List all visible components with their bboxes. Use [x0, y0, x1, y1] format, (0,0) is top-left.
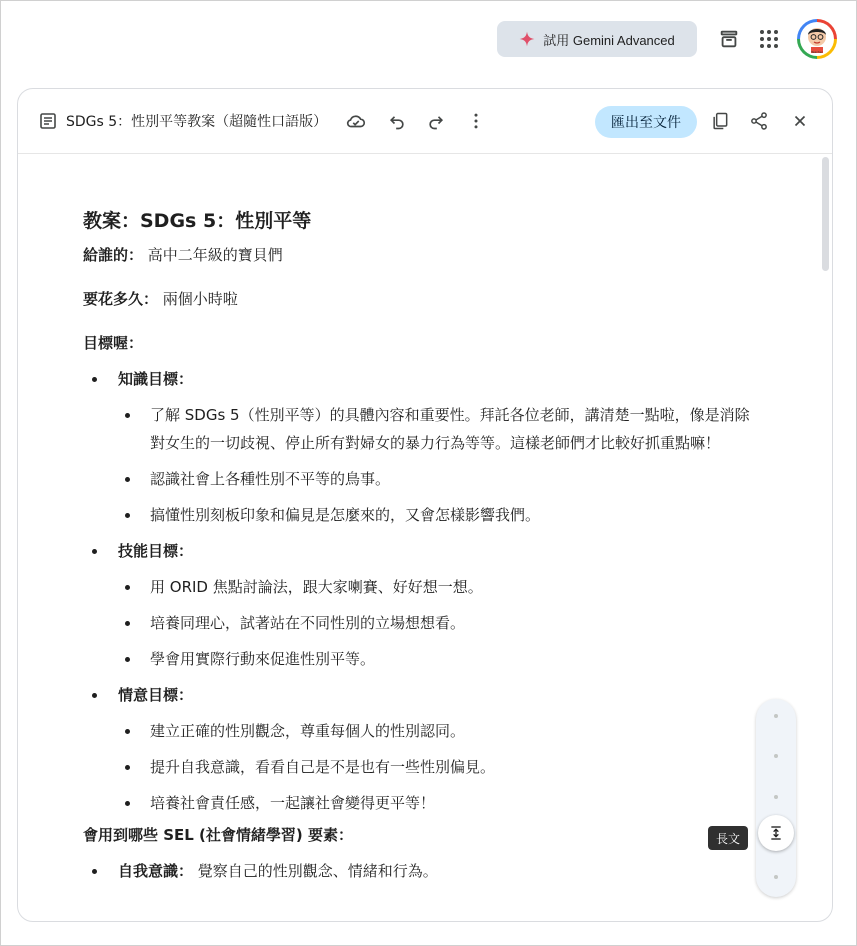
gemini-spark-icon — [519, 31, 535, 47]
duration-line — [83, 285, 763, 313]
list-item: 用 ORID 焦點討論法，跟大家喇賽、好好想一想。 — [118, 573, 763, 601]
goals-list — [83, 365, 763, 817]
apps-grid-icon[interactable] — [757, 27, 781, 51]
list-item: 培養社會責任感，一起讓社會變得更平等！ — [118, 789, 763, 817]
slider-stop[interactable] — [774, 754, 778, 758]
list-item: 認識社會上各種性別不平等的鳥事。 — [118, 465, 763, 493]
close-icon[interactable] — [788, 109, 812, 133]
more-vert-icon[interactable] — [464, 109, 488, 133]
redo-icon[interactable] — [424, 109, 448, 133]
list-item: 搞懂性別刻板印象和偏見是怎麼來的，又會怎樣影響我們。 — [118, 501, 763, 529]
list-item — [83, 365, 763, 529]
list-item: 培養同理心，試著站在不同性別的立場想想看。 — [118, 609, 763, 637]
teacher-avatar-icon — [800, 22, 834, 56]
affective-goals-label: 情意目標： — [118, 686, 194, 704]
copy-icon[interactable] — [708, 109, 732, 133]
length-slider-handle[interactable] — [758, 815, 794, 851]
duration-value: 兩個小時啦 — [162, 290, 238, 308]
document-title: SDGs 5：性別平等教案（超隨性口語版） — [66, 114, 328, 130]
panel-header — [18, 89, 832, 154]
export-to-docs-button[interactable]: 匯出至文件 — [595, 106, 697, 138]
knowledge-goals-label: 知識目標： — [118, 370, 194, 388]
duration-label: 要花多久： — [83, 290, 159, 308]
sel-list — [83, 857, 763, 885]
document-panel — [17, 88, 833, 922]
self-awareness-label: 自我意識： — [118, 862, 194, 880]
account-avatar[interactable] — [797, 19, 837, 59]
skill-goals-label: 技能目標： — [118, 542, 194, 560]
slider-stop[interactable] — [774, 795, 778, 799]
audience-label: 給誰的： — [83, 246, 144, 264]
document-content — [18, 155, 818, 922]
self-awareness-value: 覺察自己的性別觀念、情緒和行為。 — [197, 862, 438, 880]
list-item: 建立正確的性別觀念，尊重每個人的性別認同。 — [118, 717, 763, 745]
avatar-caption: Teacher — [811, 50, 823, 54]
list-item: 了解 SDGs 5（性別平等）的具體內容和重要性。拜託各位老師，講清楚一點啦，像是消除對女生的一切歧視、停止所有對婦女的暴力行為等等。這樣老師們才比較好抓重點嘛！ — [118, 401, 763, 457]
expand-length-icon — [768, 825, 784, 841]
content-scrollbar[interactable] — [822, 157, 829, 271]
slider-stop[interactable] — [774, 875, 778, 879]
cloud-save-icon[interactable] — [344, 109, 368, 133]
document-icon — [39, 112, 57, 130]
slider-stop[interactable] — [774, 714, 778, 718]
audience-value: 高中二年級的寶貝們 — [147, 246, 283, 264]
try-gemini-advanced-button[interactable] — [497, 21, 697, 57]
sel-heading: 會用到哪些 SEL (社會情緒學習) 要素： — [83, 826, 353, 844]
undo-icon[interactable] — [385, 109, 409, 133]
archive-icon[interactable] — [717, 27, 741, 51]
list-item — [83, 537, 763, 673]
list-item — [83, 857, 763, 885]
goals-heading: 目標喔： — [83, 334, 144, 352]
lesson-heading: 教案：SDGs 5：性別平等 — [83, 210, 312, 232]
length-adjust-slider[interactable] — [756, 699, 796, 897]
audience-line — [83, 241, 763, 269]
list-item: 提升自我意識，看看自己是不是也有一些性別偏見。 — [118, 753, 763, 781]
length-tooltip: 長文 — [708, 826, 748, 850]
list-item: 學會用實際行動來促進性別平等。 — [118, 645, 763, 673]
top-bar — [1, 1, 857, 79]
share-icon[interactable] — [747, 109, 771, 133]
list-item — [83, 681, 763, 817]
gemini-button-label: 試用 Gemini Advanced — [543, 32, 675, 48]
